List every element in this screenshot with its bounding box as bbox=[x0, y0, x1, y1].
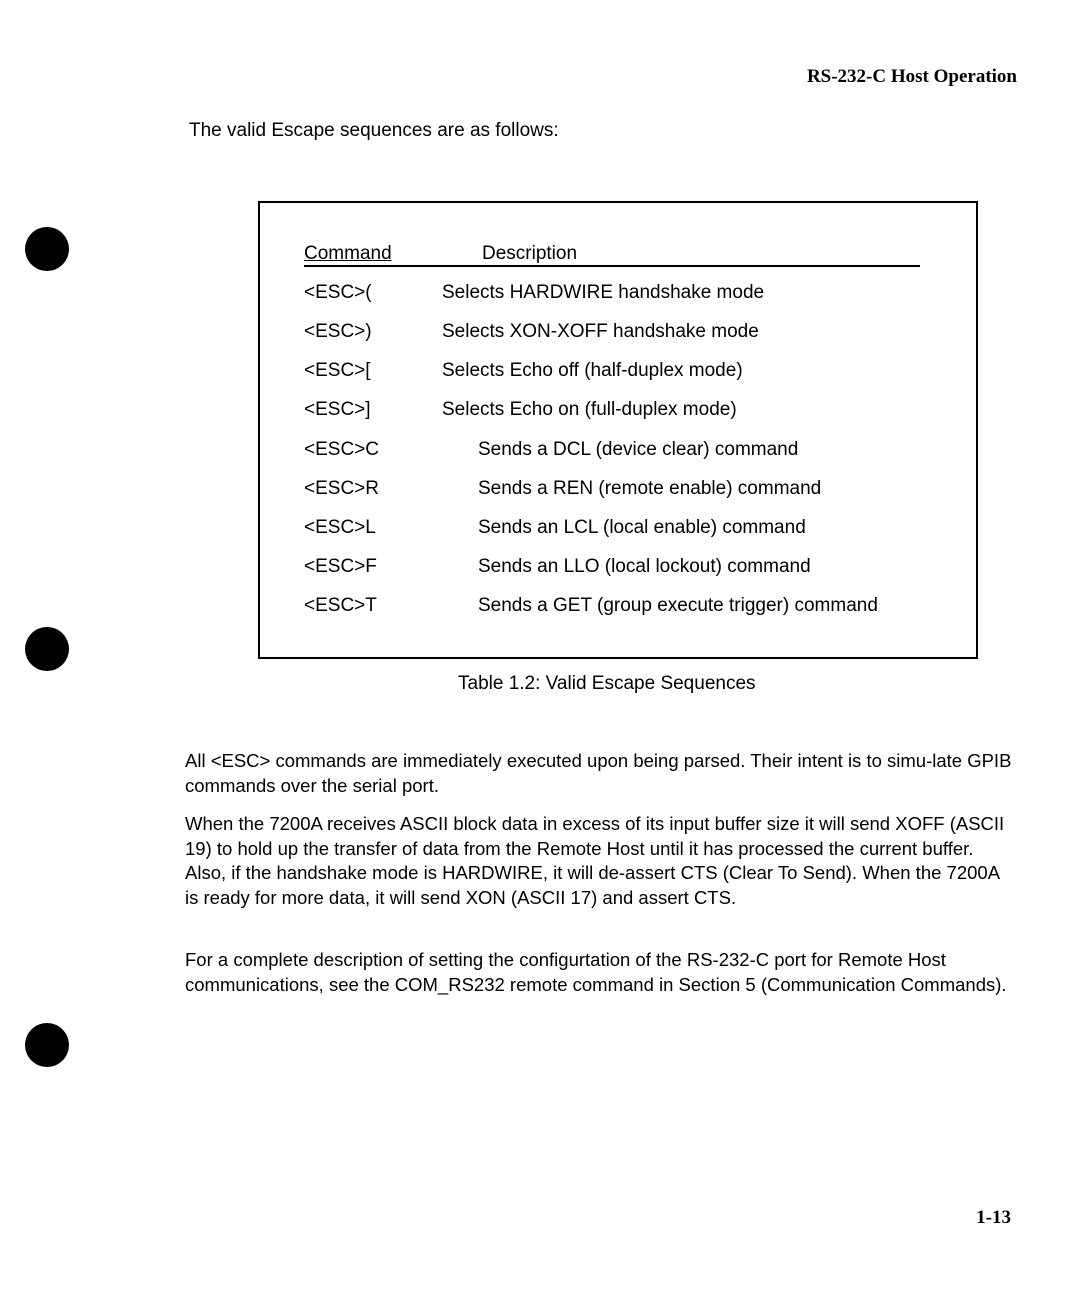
description-cell: Selects Echo off (half-duplex mode) bbox=[442, 360, 743, 381]
description-cell: Selects Echo on (full-duplex mode) bbox=[442, 399, 737, 420]
command-cell: <ESC>[ bbox=[304, 360, 371, 381]
column-header-description: Description bbox=[482, 243, 578, 264]
column-header-command: Command bbox=[304, 243, 392, 264]
paragraph-esc-commands: All <ESC> commands are immediately executed upon being parsed. Their intent is to simu-late GPIB commands over the serial port. bbox=[185, 750, 1012, 796]
running-header: RS-232-C Host Operation bbox=[806, 66, 1017, 87]
table-row bbox=[304, 439, 934, 463]
paragraph-flow-control: When the 7200A receives ASCII block data in excess of its input buffer size it will send XOFF (ASCII 19) to hold up the transfer of data from the Remote Host until it has processed the current buffer. Also, if the handshake mode is HARDWIRE, it will de-assert CTS (Clear To Send). When the 7200A is ready for more data, it will send XON (ASCII 17) and assert CTS. bbox=[185, 813, 1005, 908]
description-cell: Sends a DCL (device clear) command bbox=[478, 439, 799, 460]
binder-hole-bottom bbox=[25, 1023, 69, 1067]
command-cell: <ESC>L bbox=[304, 517, 376, 538]
table-row bbox=[304, 556, 934, 580]
table-header bbox=[304, 243, 920, 267]
description-cell: Selects HARDWIRE handshake mode bbox=[442, 282, 765, 303]
command-cell: <ESC>) bbox=[304, 321, 372, 342]
table-row bbox=[304, 360, 934, 384]
command-cell: <ESC>T bbox=[304, 595, 377, 616]
command-cell: <ESC>F bbox=[304, 556, 377, 577]
table-row bbox=[304, 282, 934, 306]
command-cell: <ESC>C bbox=[304, 439, 379, 460]
description-cell: Sends a REN (remote enable) command bbox=[478, 478, 822, 499]
binder-hole-top bbox=[25, 227, 69, 271]
description-cell: Sends a GET (group execute trigger) command bbox=[478, 595, 878, 616]
command-cell: <ESC>( bbox=[304, 282, 372, 303]
paragraph-reference: For a complete description of setting the configurtation of the RS-232-C port for Remote Host communications, see the COM_RS232 remote command in Section 5 (Communication Commands). bbox=[185, 949, 1007, 995]
description-cell: Selects XON-XOFF handshake mode bbox=[442, 321, 759, 342]
table-row bbox=[304, 321, 934, 345]
table-row bbox=[304, 399, 934, 423]
table-row bbox=[304, 478, 934, 502]
binder-hole-middle bbox=[25, 627, 69, 671]
escape-sequence-table bbox=[258, 201, 978, 659]
table-caption: Table 1.2: Valid Escape Sequences bbox=[458, 673, 756, 694]
intro-text: The valid Escape sequences are as follows: bbox=[189, 120, 559, 141]
table-row bbox=[304, 517, 934, 541]
description-cell: Sends an LLO (local lockout) command bbox=[478, 556, 811, 577]
table-row bbox=[304, 595, 934, 619]
description-cell: Sends an LCL (local enable) command bbox=[478, 517, 806, 538]
page-number: 1-13 bbox=[976, 1207, 1011, 1228]
command-cell: <ESC>] bbox=[304, 399, 371, 420]
command-cell: <ESC>R bbox=[304, 478, 379, 499]
